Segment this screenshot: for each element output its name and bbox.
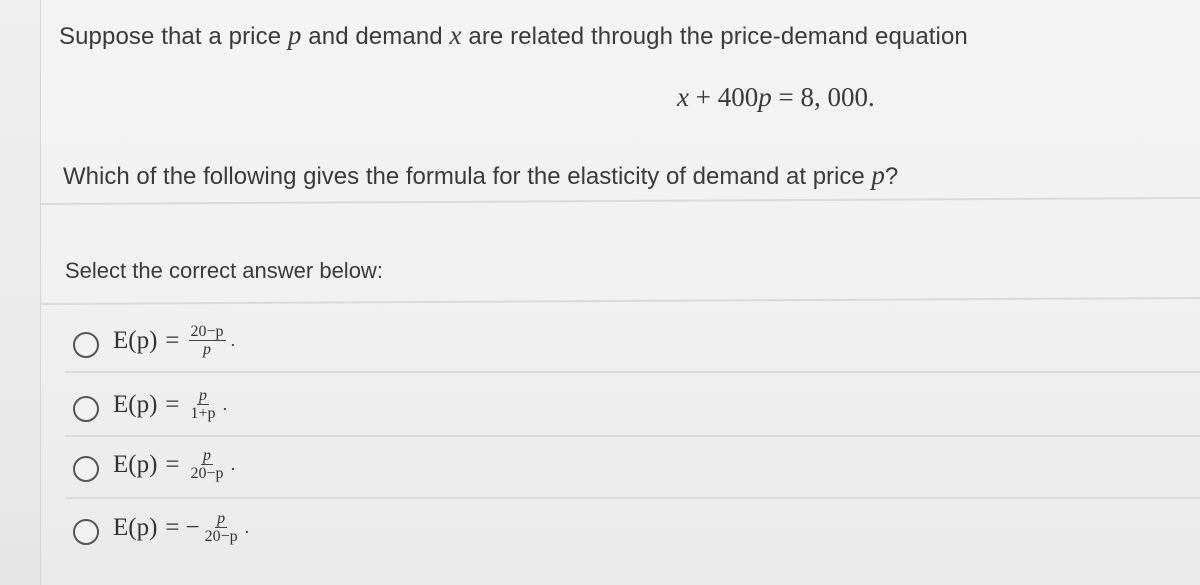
fraction-numerator: p — [199, 387, 208, 404]
option-lhs: E(p) — [113, 326, 158, 354]
period: . — [230, 330, 236, 350]
radio-button-option-1[interactable] — [73, 332, 99, 358]
equals-sign: = — [165, 326, 180, 354]
equals-sign: = — [165, 513, 180, 541]
equation-plus: + 400 — [688, 82, 759, 112]
question-card — [40, 0, 1200, 585]
fraction — [189, 447, 226, 482]
period: . — [244, 517, 250, 537]
answer-option-2[interactable] — [65, 379, 1200, 437]
prompt-text-main: Which of the following gives the formula for the elasticity of demand at price — [63, 163, 872, 190]
divider — [41, 297, 1200, 305]
option-lhs: E(p) — [113, 450, 158, 478]
fraction-denominator: 20−p — [204, 528, 238, 545]
equals-sign: = — [165, 390, 180, 418]
price-demand-equation — [677, 82, 875, 113]
fraction-numerator: 20−p — [190, 323, 224, 340]
price-variable: p — [287, 20, 302, 50]
prompt-price-variable: p — [871, 160, 885, 190]
demand-variable: x — [449, 20, 462, 50]
fraction-numerator: p — [217, 510, 226, 527]
negative-sign: − — [185, 513, 200, 541]
answer-option-1[interactable] — [65, 315, 1200, 373]
divider — [41, 197, 1200, 205]
answer-option-3[interactable] — [65, 441, 1200, 499]
radio-button-option-3[interactable] — [73, 456, 99, 482]
option-2-formula — [113, 387, 227, 422]
question-text-part3: are related through the price-demand equation — [461, 23, 968, 50]
radio-button-option-4[interactable] — [73, 519, 99, 545]
fraction — [203, 510, 240, 545]
period: . — [222, 394, 228, 414]
fraction — [189, 387, 218, 422]
option-3-formula — [113, 447, 235, 482]
fraction — [189, 323, 226, 358]
option-lhs: E(p) — [113, 513, 158, 541]
fraction-denominator: 20−p — [190, 465, 224, 482]
equation-rest: = 8, 000. — [771, 82, 875, 112]
question-text — [59, 20, 968, 51]
option-lhs: E(p) — [113, 390, 158, 418]
option-4-formula — [113, 510, 249, 545]
select-answer-label: Select the correct answer below: — [65, 258, 383, 283]
equals-sign: = — [165, 450, 180, 478]
question-text-part1: Suppose that a price — [59, 23, 288, 50]
equation-p: p — [758, 82, 772, 112]
answer-option-4[interactable] — [65, 501, 1200, 557]
period: . — [230, 454, 236, 474]
fraction-denominator: p — [203, 341, 212, 358]
radio-button-option-2[interactable] — [73, 396, 99, 422]
equation-x: x — [677, 82, 689, 112]
prompt-text-end: ? — [884, 163, 899, 190]
option-1-formula — [113, 323, 235, 358]
fraction-numerator: p — [203, 447, 212, 464]
fraction-denominator: 1+p — [190, 405, 216, 422]
prompt-text — [63, 160, 898, 191]
question-text-part2: and demand — [301, 23, 450, 50]
